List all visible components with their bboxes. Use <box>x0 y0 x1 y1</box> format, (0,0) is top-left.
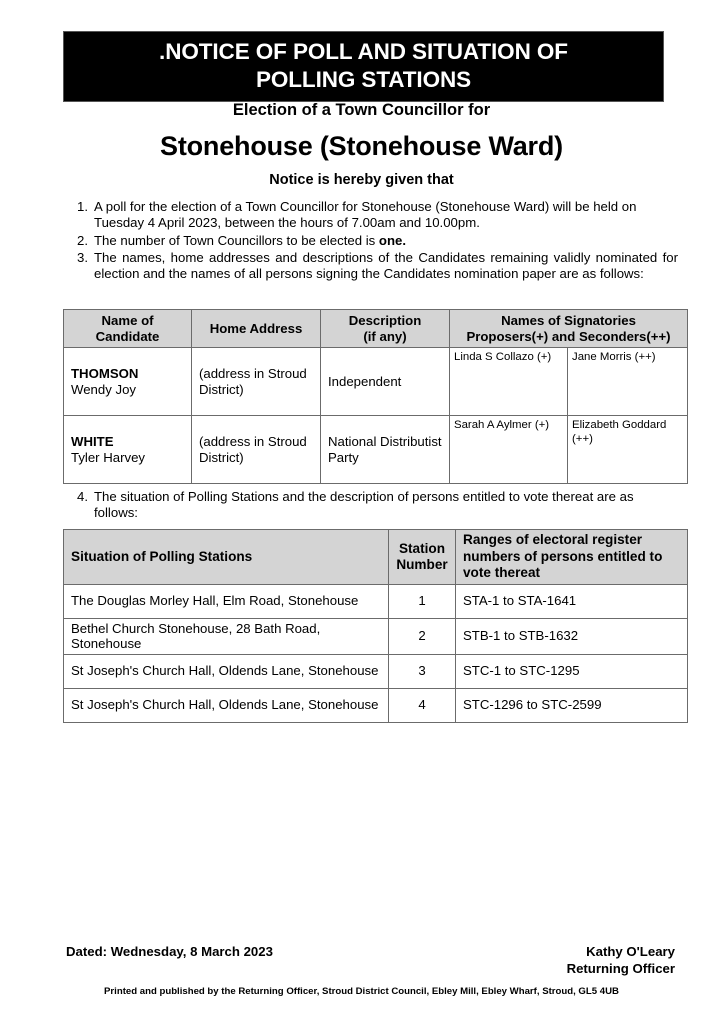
clause-4-text: The situation of Polling Stations and the description of persons entitled to vote thereat are as follows: <box>94 489 634 521</box>
polling-station-range: STB-1 to STB-1632 <box>456 618 688 654</box>
candidate-surname: THOMSON <box>71 366 139 381</box>
candidate-name-cell <box>64 348 192 416</box>
polling-station-situation: Bethel Church Stonehouse, 28 Bath Road, Stonehouse <box>64 618 389 654</box>
clause-2-text-lead: The number of Town Councillors to be elected is <box>94 232 379 248</box>
table-row <box>64 654 688 688</box>
dated-line: Dated: Wednesday, 8 March 2023 <box>66 944 273 959</box>
banner-title-line-2: POLLING STATIONS <box>255 67 472 92</box>
polling-stations-table <box>63 529 688 723</box>
col-header-ranges: Ranges of electoral register numbers of persons entitled to vote thereat <box>456 530 688 585</box>
candidate-surname: WHITE <box>71 434 114 449</box>
election-subtitle: Election of a Town Councillor for <box>232 101 491 119</box>
clause-3-number: 3. <box>77 249 88 265</box>
table-row <box>64 584 688 618</box>
col-header-situation: Situation of Polling Stations <box>64 530 389 585</box>
polling-station-number: 1 <box>389 584 456 618</box>
page-title: Stonehouse (Stonehouse Ward) <box>160 131 563 161</box>
banner-lead-dot: . <box>159 39 166 64</box>
clause-2-number: 2. <box>77 232 88 248</box>
notice-statement: Notice is hereby given that <box>269 172 454 188</box>
col-header-signatories-l2: Proposers(+) and Seconders(++) <box>466 328 671 344</box>
table-row <box>64 618 688 654</box>
col-header-home-address: Home Address <box>192 310 321 348</box>
col-header-description-l1: Description <box>348 313 422 328</box>
polling-station-number: 2 <box>389 618 456 654</box>
returning-officer-role: Returning Officer <box>566 960 675 976</box>
candidate-address: (address in Stroud District) <box>192 348 321 416</box>
candidate-seconder: Elizabeth Goddard (++) <box>568 416 688 484</box>
clause-1 <box>63 199 678 232</box>
polling-station-range: STC-1 to STC-1295 <box>456 654 688 688</box>
col-header-candidate-name <box>64 310 192 348</box>
table-row <box>64 688 688 722</box>
clause-1-number: 1. <box>77 199 88 214</box>
polling-table-header-row <box>64 530 688 585</box>
table-row <box>64 348 688 416</box>
candidate-description: Independent <box>321 348 450 416</box>
col-header-signatories <box>450 310 688 348</box>
clause-3-text: The names, home addresses and descriptions of the Candidates remaining validly nominated for election and the names of all persons signing the Candidates nomination paper are as follows: <box>94 249 678 282</box>
clause-1-text: A poll for the election of a Town Councillor for Stonehouse (Stonehouse Ward) will be held on Tuesday 4 April 2023, between the hours of 7.00am and 10.00pm. <box>94 199 637 231</box>
polling-station-range: STA-1 to STA-1641 <box>456 584 688 618</box>
candidate-address: (address in Stroud District) <box>192 416 321 484</box>
banner-title-line-1: NOTICE OF POLL AND SITUATION OF <box>165 39 568 64</box>
returning-officer-name: Kathy O'Leary <box>586 944 675 959</box>
clause-list <box>63 199 678 283</box>
col-header-candidate-name-l1: Name of <box>101 313 154 328</box>
col-header-station-number-l2: Number <box>396 556 448 572</box>
col-header-station-number <box>389 530 456 585</box>
col-header-description <box>321 310 450 348</box>
polling-station-number: 3 <box>389 654 456 688</box>
col-header-description-l2: (if any) <box>363 328 407 344</box>
candidate-forename: Tyler Harvey <box>71 449 146 465</box>
print-imprint-line: Printed and published by the Returning Officer, Stroud District Council, Ebley Mill, Ebley Wharf, Stroud, GL5 4UB <box>104 986 619 997</box>
clause-3 <box>63 250 678 283</box>
candidates-table <box>63 309 688 484</box>
candidate-seconder: Jane Morris (++) <box>568 348 688 416</box>
polling-station-range: STC-1296 to STC-2599 <box>456 688 688 722</box>
clause-2 <box>63 233 678 249</box>
col-header-candidate-name-l2: Candidate <box>95 328 160 344</box>
candidate-proposer: Linda S Collazo (+) <box>450 348 568 416</box>
polling-station-situation: The Douglas Morley Hall, Elm Road, Stonehouse <box>64 584 389 618</box>
col-header-station-number-l1: Station <box>398 540 446 556</box>
polling-station-situation: St Joseph's Church Hall, Oldends Lane, Stonehouse <box>64 654 389 688</box>
candidate-description: National Distributist Party <box>321 416 450 484</box>
polling-station-situation: St Joseph's Church Hall, Oldends Lane, Stonehouse <box>64 688 389 722</box>
returning-officer-signoff <box>567 944 675 977</box>
candidates-table-header-row <box>64 310 688 348</box>
polling-station-number: 4 <box>389 688 456 722</box>
candidate-forename: Wendy Joy <box>71 381 136 397</box>
candidate-name-cell <box>64 416 192 484</box>
table-row <box>64 416 688 484</box>
clause-4 <box>63 489 678 522</box>
clause-2-text <box>94 233 678 249</box>
clause-4-number: 4. <box>77 489 88 504</box>
document-banner <box>63 31 664 102</box>
clause-2-emphasis: one. <box>378 232 407 248</box>
col-header-signatories-l1: Names of Signatories <box>501 313 636 328</box>
candidate-proposer: Sarah A Aylmer (+) <box>450 416 568 484</box>
